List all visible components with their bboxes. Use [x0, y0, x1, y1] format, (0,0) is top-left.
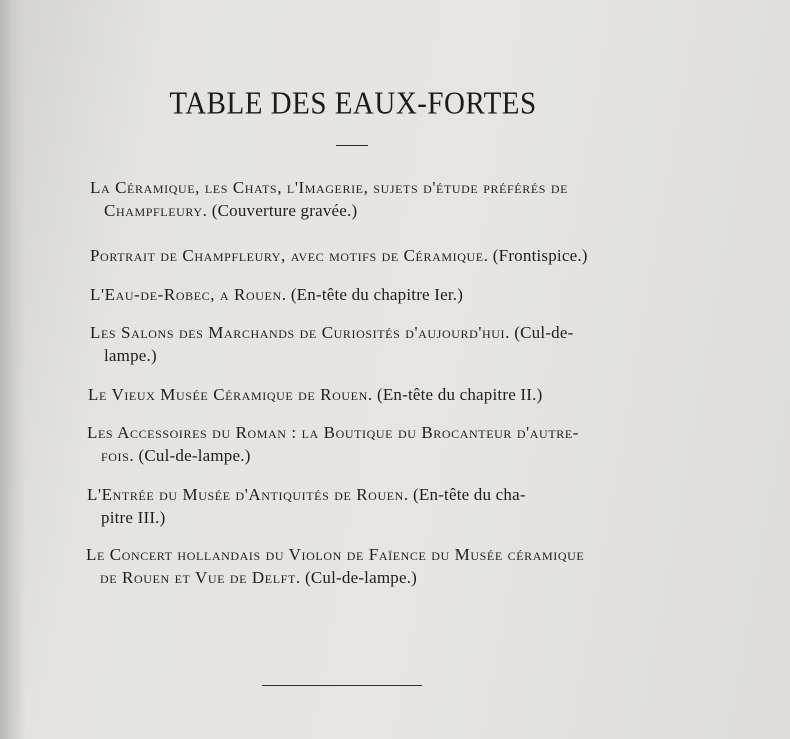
entry-note-continued: pitre III.)	[101, 508, 166, 527]
entry-title: Portrait de Champfleury, avec motifs de Céramique.	[90, 246, 489, 265]
list-item	[90, 321, 615, 367]
list-item	[88, 383, 613, 406]
list-item	[87, 421, 612, 467]
entry-note: (Cul-de-lampe.)	[304, 568, 418, 587]
entry-note: (Cul-de-	[514, 323, 574, 342]
entry-note-continued: lampe.)	[104, 346, 157, 365]
closing-divider	[262, 685, 422, 686]
list-item	[86, 543, 611, 589]
title-divider	[336, 145, 368, 146]
entry-title: L'Eau-de-Robec, a Rouen.	[90, 285, 287, 304]
entry-note: (En-tête du chapitre II.)	[376, 385, 543, 404]
entry-title: Les Accessoires du Roman : la Boutique du Brocanteur d'autre-	[87, 423, 580, 442]
entry-title: Les Salons des Marchands de Curiosités d'aujourd'hui.	[90, 323, 510, 342]
entry-title-continued: de Rouen et Vue de Delft.	[100, 568, 301, 587]
entry-title: Le Vieux Musée Céramique de Rouen.	[88, 385, 373, 404]
entry-title: La Céramique, les Chats, l'Imagerie, sujets d'étude préférés de	[90, 178, 569, 197]
entry-title-continued: fois.	[101, 446, 135, 465]
entry-note: (Cul-de-lampe.)	[138, 446, 251, 465]
entry-title: Le Concert hollandais du Violon de Faïence du Musée céramique	[86, 545, 585, 564]
list-item	[90, 244, 615, 267]
entry-title: L'Entrée du Musée d'Antiquités de Rouen.	[87, 485, 409, 504]
entry-note: (Frontispice.)	[492, 246, 588, 265]
list-item	[87, 483, 612, 529]
entry-note: (Couverture gravée.)	[211, 201, 358, 220]
list-item	[90, 283, 615, 306]
page-title: TABLE DES EAUX-FORTES	[169, 86, 537, 122]
list-item	[90, 176, 615, 222]
entry-title-continued: Champfleury.	[104, 201, 208, 220]
entry-note: (En-tête du cha-	[413, 485, 526, 504]
entry-note: (En-tête du chapitre Ier.)	[290, 285, 464, 304]
